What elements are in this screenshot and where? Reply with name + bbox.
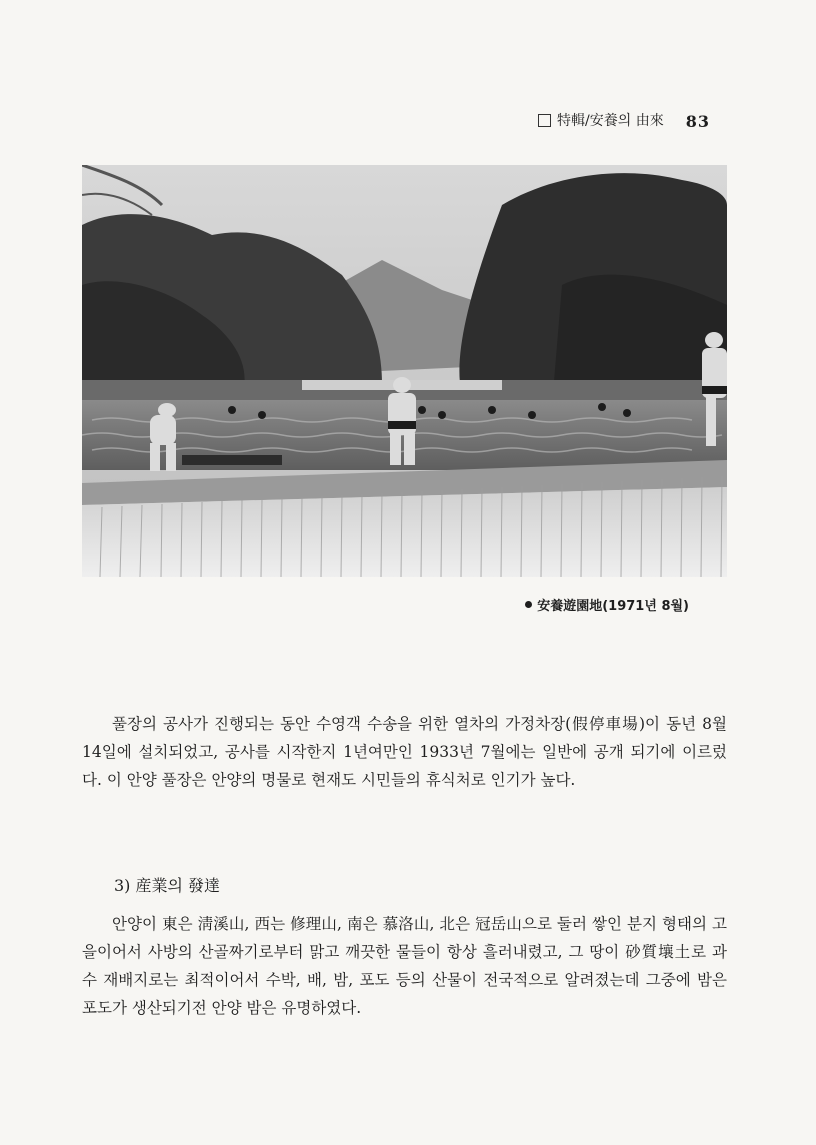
- photo-illustration: [82, 165, 727, 577]
- running-header: [538, 110, 710, 131]
- running-header-title: [538, 110, 664, 130]
- paragraph-industry: 안양이 東은 淸溪山, 西는 修理山, 南은 慕洛山, 北은 冠岳山으로 둘러 쌓인 분지 형태의 고을이어서 사방의 산골짜기로부터 맑고 깨끗한 물들이 항상 흘러내렸고, 그 땅이 砂質壤土로 과수 재배지로는 최적이어서 수박, 배, 밤, 포도 등의 산물이 전국적으로 알려졌는데 그중에 밤은 포도가 생산되기전 안양 밤은 유명하였다.: [82, 915, 727, 1017]
- photo-caption-text: 安養遊園地(1971년 8월): [537, 599, 689, 614]
- section-title-text: 特輯/安養의 由來: [557, 113, 664, 129]
- photo-caption: [525, 595, 689, 614]
- square-bullet-icon: [538, 114, 551, 127]
- section-heading: 3) 産業의 發達: [114, 876, 221, 895]
- paragraph-pool-history: 풀장의 공사가 진행되는 동안 수영객 수송을 위한 열차의 가정차장(假停車場)이 동년 8월 14일에 설치되었고, 공사를 시작한지 1년여만인 1933년 7월에는 일반에 공개 되기에 이르렀다. 이 안양 풀장은 안양의 명물로 현재도 시민들의 휴식처로 인기가 높다.: [82, 715, 727, 789]
- bullet-icon: [525, 601, 532, 608]
- page-number: 83: [685, 111, 710, 131]
- photo-swimming-pool: [82, 165, 727, 577]
